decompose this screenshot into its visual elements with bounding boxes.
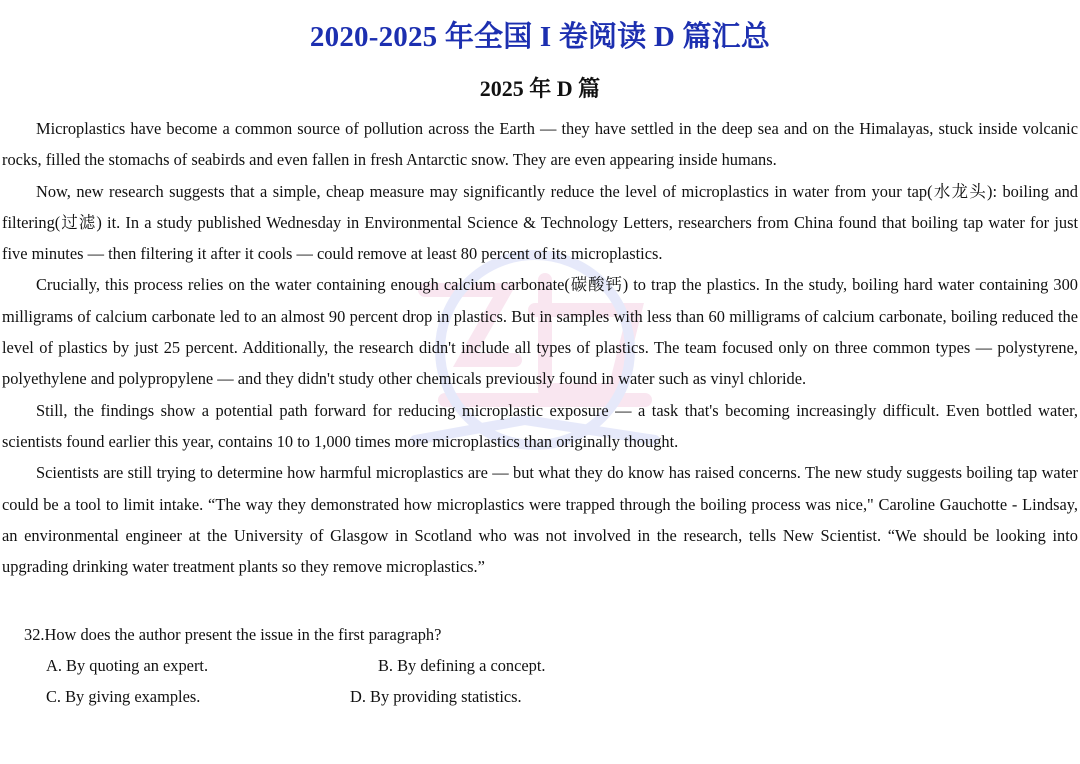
paragraph-4: Still, the findings show a potential path forward for reducing microplastic exposure — a task that's becoming increasingly difficult. Even bottled water, scientists found earlier this year, contains 10 to 1,000 times more microplastics than originally thought. (2, 400, 1078, 451)
paragraph-2: Now, new research suggests that a simple, cheap measure may significantly reduce the level of microplastics in water from your tap(水龙头): boiling and filtering(过滤) it. In a study published Wednesday in Environmental Science & Technology Letters, researchers from China found that boiling tap water for just five minutes — then filtering it after it cools — could remove at least 80 percent of its microplastics. (2, 181, 1078, 264)
option-a: A. By quoting an expert. (46, 656, 209, 675)
option-d: D. By providing statistics. (350, 687, 522, 706)
paragraph-1: Microplastics have become a common source of pollution across the Earth — they have settled in the deep sea and on the Himalayas, stuck inside volcanic rocks, filled the stomachs of seabirds and even fallen in fresh Antarctic snow. They are even appearing inside humans. (2, 119, 1078, 170)
question-stem: 32.How does the author present the issue in the first paragraph? (24, 625, 442, 644)
passage (2, 113, 1078, 582)
document-title: 2020-2025 年全国 I 卷阅读 D 篇汇总 (309, 21, 771, 53)
paragraph-5: Scientists are still trying to determine how harmful microplastics are — but what they do know has raised concerns. The new study suggests boiling tap water could be a tool to limit intake. “The way they demonstrated how microplastics were trapped through the boiling process was nice," Caroline Gauchotte - Lindsay, an environmental engineer at the University of Glasgow in Scotland who was not involved in the research, tells New Scientist. “We should be looking into upgrading drinking water treatment plants so they remove microplastics.” (2, 463, 1078, 577)
option-b: B. By defining a concept. (378, 656, 546, 675)
option-c: C. By giving examples. (46, 687, 201, 706)
section-title: 2025 年 D 篇 (479, 76, 601, 101)
paragraph-3: Crucially, this process relies on the water containing enough calcium carbonate(碳酸钙) to trap the plastics. In the study, boiling hard water containing 300 milligrams of calcium carbonate led to an almost 90 percent drop in plastics. But in samples with less than 60 milligrams of calcium carbonate, boiling reduced the level of plastics by just 25 percent. Additionally, the research didn't include all types of plastics. The team focused only on three common types — polystyrene, polyethylene and polypropylene — and they didn't study other chemicals previously found in water such as vinyl chloride. (2, 275, 1078, 389)
